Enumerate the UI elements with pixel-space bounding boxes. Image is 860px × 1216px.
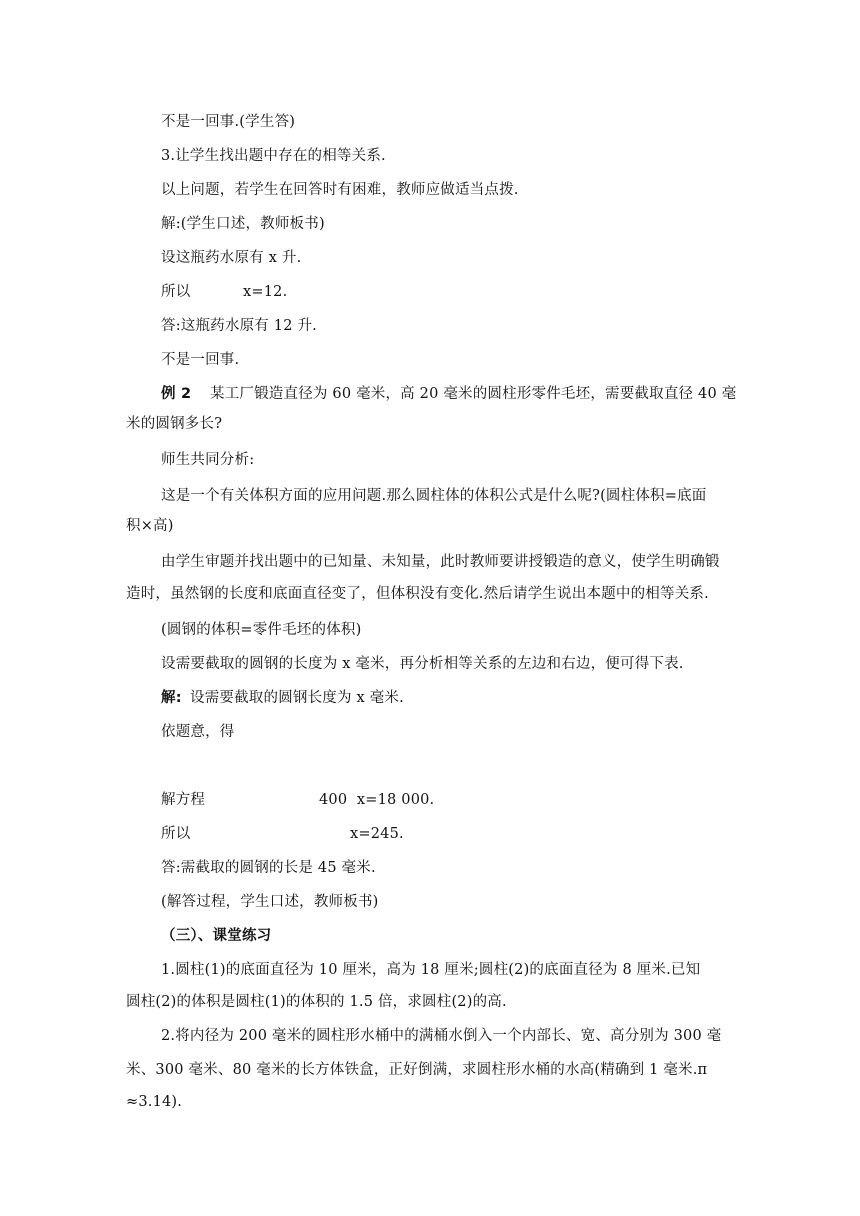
text-line: 积×高) <box>126 518 174 534</box>
example-label: 例 2 <box>161 386 192 402</box>
text-line: ≈3.14). <box>126 1094 183 1110</box>
text-line: 师生共同分析: <box>161 452 255 468</box>
equation-result: x=12. <box>243 284 288 300</box>
text-line-label: 所以 <box>161 284 191 300</box>
text-line: 米、300 毫米、80 毫米的长方体铁盒，正好倒满，求圆柱形水桶的水高(精确到 1 毫米.π <box>126 1062 708 1078</box>
text-line: 依题意，得 <box>161 724 235 740</box>
text-line: 解:(学生口述，教师板书) <box>161 216 325 232</box>
text-line: 2.将内径为 200 毫米的圆柱形水桶中的满桶水倒入一个内部长、宽、高分别为 300 毫 <box>161 1028 722 1044</box>
equation: 400 x=18 000. <box>319 792 435 808</box>
text-line: 这是一个有关体积方面的应用问题.那么圆柱体的体积公式是什么呢?(圆柱体积=底面 <box>161 488 707 504</box>
text-line: 答:这瓶药水原有 12 升. <box>161 318 317 334</box>
text-line: 由学生审题并找出题中的已知量、未知量，此时教师要讲授锻造的意义，使学生明确锻 <box>161 554 720 570</box>
text-line: 设需要截取的圆钢的长度为 x 毫米，再分析相等关系的左边和右边，便可得下表. <box>161 656 684 672</box>
text-line: 某工厂锻造直径为 60 毫米，高 20 毫米的圆柱形零件毛坯，需要截取直径 40 毫 <box>210 386 737 402</box>
text-line: 设这瓶药水原有 x 升. <box>161 250 302 266</box>
text-line: 1.圆柱(1)的底面直径为 10 厘米，高为 18 厘米;圆柱(2)的底面直径为 8 厘米.已知 <box>161 962 701 978</box>
text-line-label: 解方程 <box>161 792 206 808</box>
text-line: 圆柱(2)的体积是圆柱(1)的体积的 1.5 倍，求圆柱(2)的高. <box>126 994 507 1010</box>
equation-result: x=245. <box>350 826 404 842</box>
text-line: 以上问题，若学生在回答时有困难，教师应做适当点拨. <box>161 182 519 198</box>
text-line: (圆钢的体积=零件毛坯的体积) <box>161 622 362 638</box>
text-line: 设需要截取的圆钢长度为 x 毫米. <box>190 690 404 706</box>
text-line: (解答过程，学生口述，教师板书) <box>161 894 379 910</box>
solution-label: 解: <box>161 690 182 706</box>
section-heading: （三）、课堂练习 <box>161 928 272 944</box>
text-line: 不是一回事.(学生答) <box>161 114 296 130</box>
text-line: 米的圆钢多长? <box>126 416 223 432</box>
text-line: 答:需截取的圆钢的长是 45 毫米. <box>161 860 376 876</box>
text-line: 不是一回事. <box>161 352 240 368</box>
text-line: 3.让学生找出题中存在的相等关系. <box>161 148 386 164</box>
text-line: 造时，虽然钢的长度和底面直径变了，但体积没有变化.然后请学生说出本题中的相等关系. <box>126 586 709 602</box>
text-line-label: 所以 <box>161 826 191 842</box>
